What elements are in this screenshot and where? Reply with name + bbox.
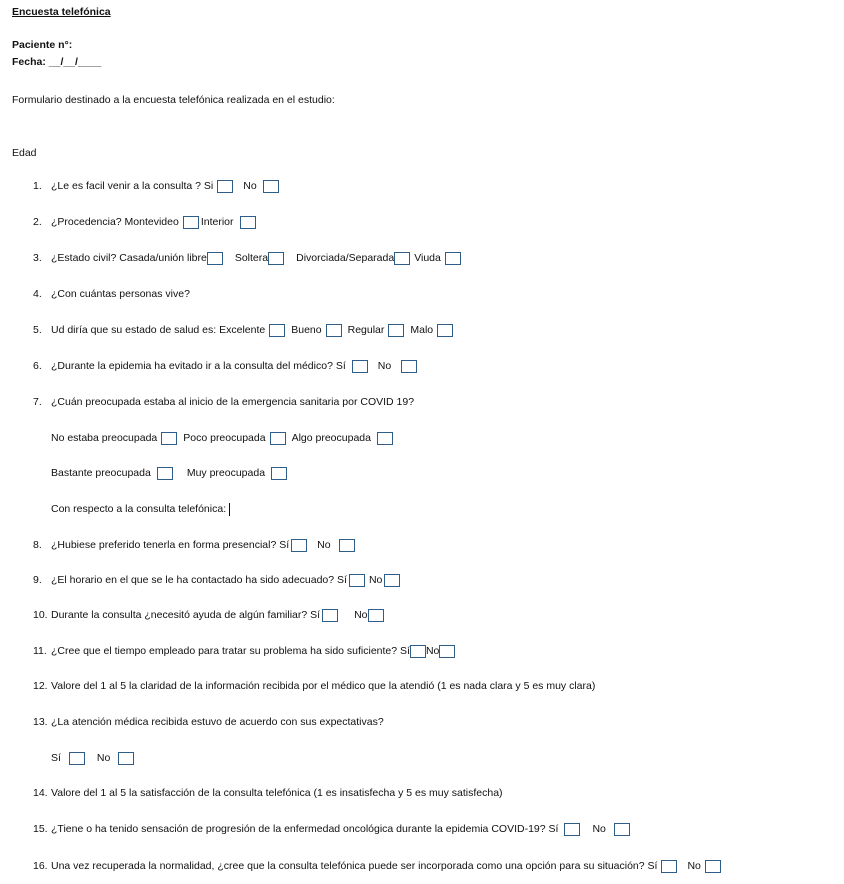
intro-text: Formulario destinado a la encuesta telefónica realizada en el estudio: [12, 94, 335, 106]
question-number: 6. [33, 360, 42, 373]
question-13 [33, 717, 384, 728]
question-number: 2. [33, 216, 42, 229]
checkbox-poco[interactable] [270, 432, 286, 445]
question-number: 5. [33, 324, 42, 337]
question-text: ¿El horario en el que se le ha contactado ha sido adecuado? Sí [51, 574, 347, 587]
checkbox-muy[interactable] [271, 467, 287, 480]
checkbox-no[interactable] [263, 180, 279, 193]
question-text: ¿Hubiese preferido tenerla en forma presencial? Sí [51, 539, 290, 552]
checkbox-excelente[interactable] [269, 324, 285, 337]
question-text: Durante la consulta ¿necesitó ayuda de algún familiar? Sí [51, 609, 321, 622]
question-text: Valore del 1 al 5 la claridad de la información recibida por el médico que la atendió (1 es nada clara y 5 es muy clara) [51, 680, 596, 692]
section-heading: Con respecto a la consulta telefónica: [51, 503, 227, 516]
question-number: 14. [33, 787, 48, 799]
option-label-algo: Algo preocupada [291, 432, 371, 445]
checkbox-no[interactable] [705, 860, 721, 873]
section-telephone-consult [51, 503, 230, 516]
question-text: ¿Con cuántas personas vive? [51, 288, 190, 300]
question-5 [33, 324, 453, 337]
question-number: 3. [33, 252, 42, 265]
checkbox-si[interactable] [291, 539, 307, 552]
question-10 [33, 609, 384, 622]
patient-number-label: Paciente n°: [12, 39, 73, 51]
checkbox-regular[interactable] [388, 324, 404, 337]
question-11 [33, 645, 455, 658]
text-cursor [229, 503, 230, 516]
option-label-no: No [354, 609, 368, 622]
question-text: ¿Procedencia? Montevideo [51, 216, 179, 229]
checkbox-si[interactable] [564, 823, 580, 836]
checkbox-soltera[interactable] [268, 252, 284, 265]
checkbox-no[interactable] [339, 539, 355, 552]
checkbox-bastante[interactable] [157, 467, 173, 480]
question-number: 9. [33, 574, 42, 587]
checkbox-si[interactable] [661, 860, 677, 873]
option-label-si: Sí [51, 752, 61, 765]
option-label-no: No [368, 574, 383, 587]
option-label-bastante: Bastante preocupada [51, 467, 151, 480]
question-14 [33, 788, 503, 799]
question-text: ¿Le es facil venir a la consulta ? Si [51, 180, 214, 193]
checkbox-no[interactable] [614, 823, 630, 836]
question-13-options [51, 752, 134, 765]
question-text: ¿Estado civil? Casada/unión libre [51, 252, 207, 265]
question-7-options-row-2 [51, 467, 287, 480]
checkbox-si[interactable] [322, 609, 338, 622]
question-4 [33, 289, 190, 300]
option-label-muy: Muy preocupada [186, 467, 266, 480]
question-2 [33, 216, 256, 229]
option-label-bueno: Bueno [291, 324, 322, 337]
question-text: Valore del 1 al 5 la satisfacción de la consulta telefónica (1 es insatisfecha y 5 es muy satisfecha) [51, 787, 503, 799]
checkbox-si[interactable] [69, 752, 85, 765]
option-label-divorciada: Divorciada/Separada [296, 252, 395, 265]
option-label-interior: Interior [200, 216, 234, 229]
checkbox-si[interactable] [349, 574, 365, 587]
question-12 [33, 681, 595, 692]
option-label-no: No [317, 539, 331, 552]
date-label: Fecha: __/__/____ [12, 56, 102, 68]
option-label-regular: Regular [347, 324, 385, 337]
question-15 [33, 823, 630, 836]
option-label-no: No [592, 823, 606, 836]
checkbox-casada[interactable] [207, 252, 223, 265]
checkbox-bueno[interactable] [326, 324, 342, 337]
checkbox-algo[interactable] [377, 432, 393, 445]
checkbox-montevideo[interactable] [183, 216, 199, 229]
question-number: 10. [33, 609, 48, 622]
checkbox-no[interactable] [401, 360, 417, 373]
question-number: 16. [33, 860, 48, 873]
question-number: 12. [33, 680, 48, 692]
checkbox-divorciada[interactable] [394, 252, 410, 265]
checkbox-si[interactable] [352, 360, 368, 373]
option-label-no-estaba: No estaba preocupada [51, 432, 158, 445]
question-number: 8. [33, 539, 42, 552]
checkbox-interior[interactable] [240, 216, 256, 229]
question-text: ¿La atención médica recibida estuvo de acuerdo con sus expectativas? [51, 716, 384, 728]
question-number: 13. [33, 716, 48, 728]
checkbox-si[interactable] [410, 645, 426, 658]
question-text: Ud diría que su estado de salud es: Excelente [51, 324, 266, 337]
checkbox-no-estaba[interactable] [161, 432, 177, 445]
checkbox-malo[interactable] [437, 324, 453, 337]
question-number: 11. [33, 645, 47, 658]
checkbox-no[interactable] [118, 752, 134, 765]
checkbox-no[interactable] [439, 645, 455, 658]
question-7 [33, 397, 414, 408]
question-1 [33, 180, 279, 193]
question-8 [33, 539, 355, 552]
question-number: 7. [33, 396, 42, 408]
question-number: 4. [33, 288, 42, 300]
checkbox-viuda[interactable] [445, 252, 461, 265]
question-text: Una vez recuperada la normalidad, ¿cree que la consulta telefónica puede ser incorporada como una opción para su situación? Sí [51, 860, 658, 873]
question-text: ¿Cuán preocupada estaba al inicio de la emergencia sanitaria por COVID 19? [51, 396, 415, 408]
checkbox-no[interactable] [384, 574, 400, 587]
form-title: Encuesta telefónica [12, 6, 111, 18]
option-label-no: No [96, 752, 111, 765]
question-9 [33, 574, 400, 587]
option-label-poco: Poco preocupada [183, 432, 266, 445]
question-16 [33, 860, 721, 873]
option-label-no: No [425, 645, 440, 658]
question-7-options-row-1 [51, 432, 393, 445]
age-label: Edad [12, 147, 37, 159]
option-label-no: No [687, 860, 701, 873]
option-label-soltera: Soltera [234, 252, 269, 265]
option-label-malo: Malo [410, 324, 434, 337]
question-text: ¿Durante la epidemia ha evitado ir a la consulta del médico? Sí [51, 360, 346, 373]
question-6 [33, 360, 417, 373]
question-number: 1. [33, 180, 42, 193]
checkbox-no[interactable] [368, 609, 384, 622]
checkbox-si[interactable] [217, 180, 233, 193]
option-label-viuda: Viuda [414, 252, 441, 265]
question-3 [33, 252, 461, 265]
question-number: 15. [33, 823, 48, 836]
question-text: ¿Cree que el tiempo empleado para tratar su problema ha sido suficiente? Sí [51, 645, 410, 658]
question-text: ¿Tiene o ha tenido sensación de progresión de la enfermedad oncológica durante la epidemia COVID-19? Sí [51, 823, 559, 836]
option-label-no: No [243, 180, 257, 193]
option-label-no: No [377, 360, 392, 373]
